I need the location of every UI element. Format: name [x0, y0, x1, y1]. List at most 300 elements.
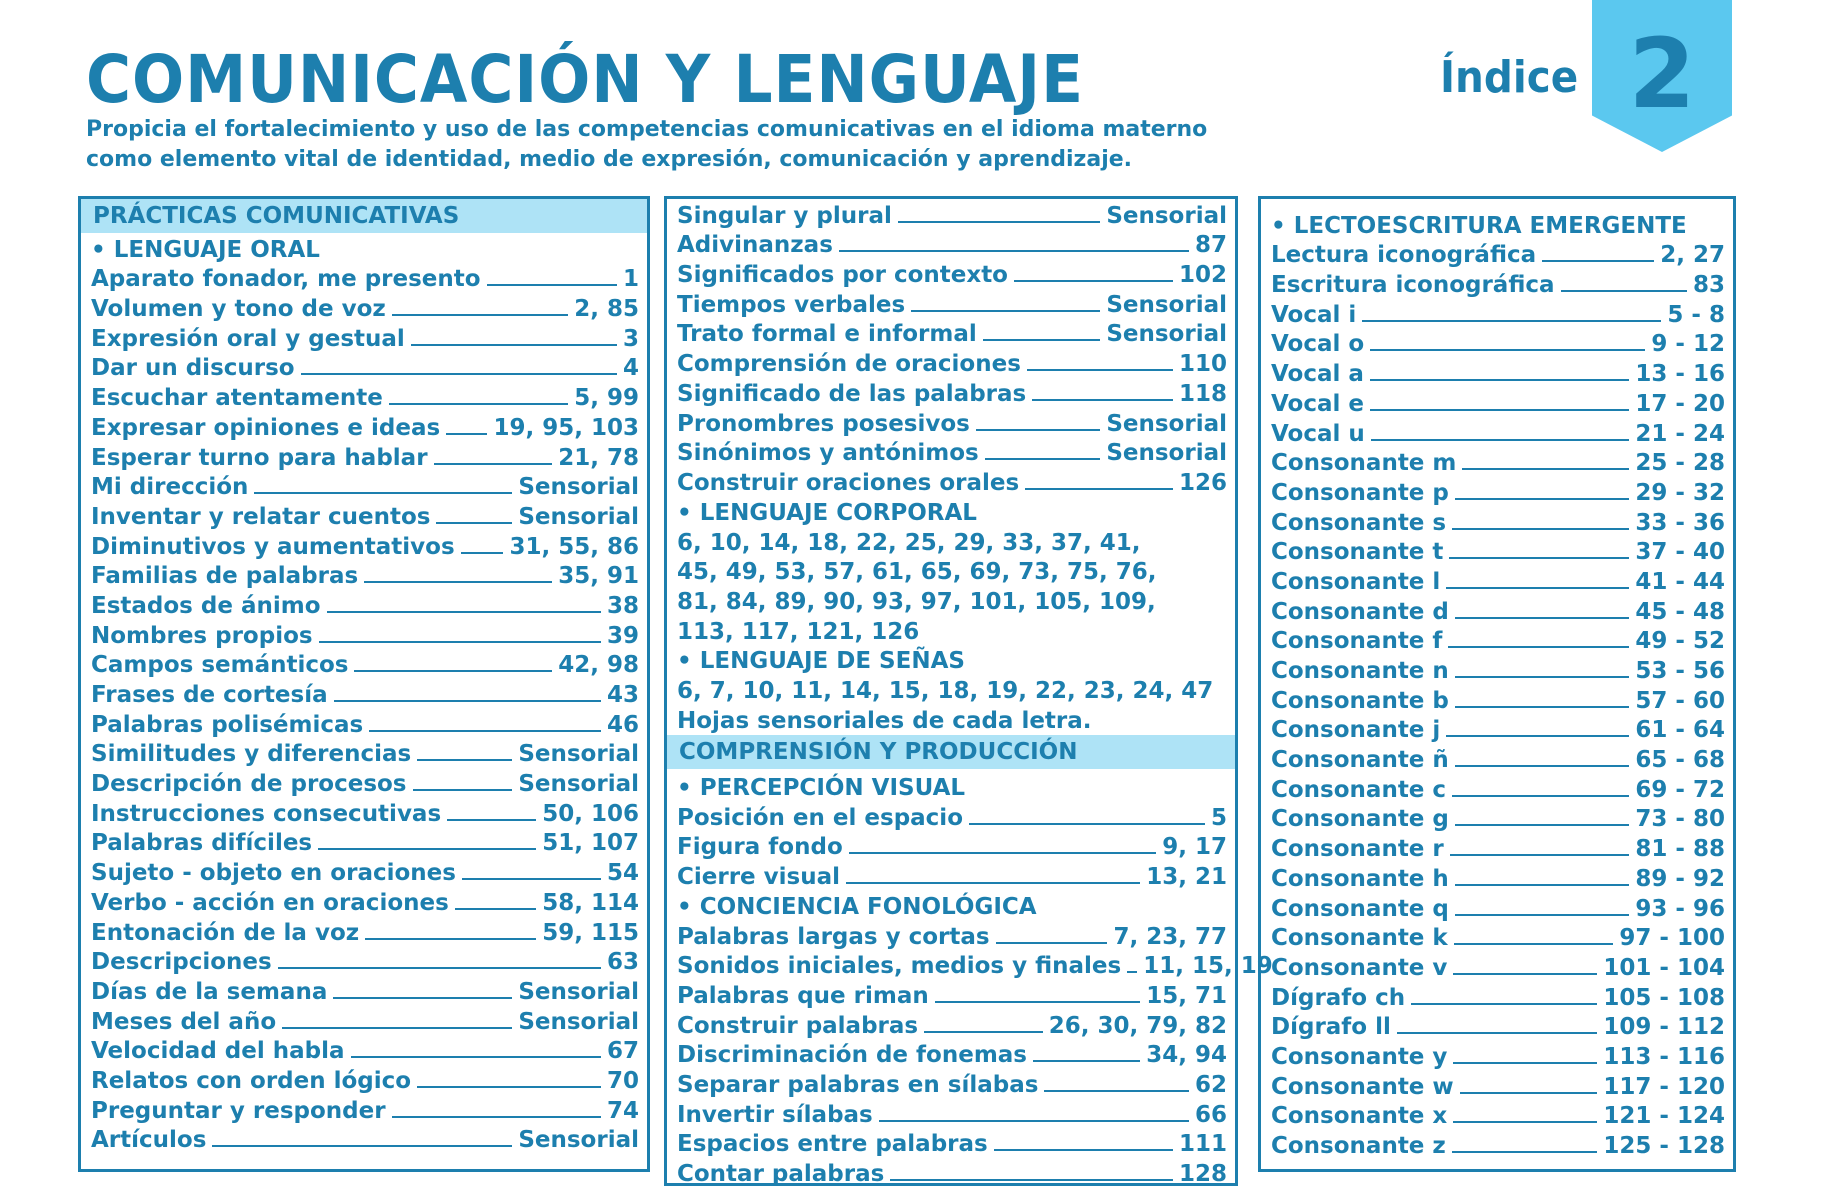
entry-page: 41 - 44 — [1635, 568, 1725, 595]
dot-leader — [1033, 1060, 1140, 1062]
index-entry — [91, 381, 639, 411]
entry-page: 62 — [1194, 1071, 1227, 1098]
dot-leader — [1014, 280, 1173, 282]
dot-leader — [1455, 706, 1630, 708]
dot-leader — [413, 789, 513, 791]
entry-label: Mi dirección — [91, 474, 249, 501]
entry-label: Significado de las palabras — [677, 380, 1027, 407]
entry-label: Significados por contexto — [677, 262, 1008, 289]
page-subtitle: Propicia el fortalecimiento y uso de las competencias comunicativas en el idioma materno como elemento vital de identidad, medio de expresión, comunicación y aprendizaje. — [86, 117, 1208, 172]
index-entry — [677, 801, 1227, 831]
index-entry — [91, 530, 639, 560]
entry-label: Expresión oral y gestual — [91, 325, 405, 352]
entry-label: Consonante q — [1271, 895, 1449, 922]
entry-label: Dar un discurso — [91, 355, 295, 382]
index-entry — [677, 831, 1227, 861]
entry-page: 125 - 128 — [1603, 1133, 1725, 1159]
index-entry — [677, 229, 1227, 259]
dot-leader — [1453, 1062, 1597, 1064]
index-entry — [91, 678, 639, 708]
entry-page: 50, 106 — [542, 800, 639, 827]
entry-page: Sensorial — [518, 771, 639, 798]
index-entry — [1271, 239, 1725, 269]
dot-leader — [924, 1031, 1043, 1033]
col2-list-bottom — [667, 771, 1273, 1187]
entry-page: 34, 94 — [1146, 1042, 1227, 1069]
entry-label: Relatos con orden lógico — [91, 1067, 412, 1094]
entry-label: Consonante j — [1271, 717, 1441, 744]
dot-leader — [1462, 468, 1629, 470]
entry-page: 113 - 116 — [1603, 1043, 1725, 1070]
entry-page: 81 - 88 — [1635, 836, 1725, 863]
entry-label: Expresar opiniones e ideas — [91, 414, 441, 441]
entry-label: Vocal e — [1271, 390, 1364, 417]
entry-page: Sensorial — [518, 1008, 639, 1035]
index-entry — [91, 263, 639, 293]
entry-page: 2, 27 — [1660, 242, 1725, 269]
entry-page: Sensorial — [518, 978, 639, 1005]
entry-page: 57 - 60 — [1635, 687, 1725, 714]
entry-page: 58, 114 — [542, 889, 639, 916]
dot-leader — [1370, 349, 1645, 351]
entry-page: 93 - 96 — [1635, 895, 1725, 922]
index-entry — [677, 199, 1227, 229]
entry-page: 59, 115 — [542, 919, 639, 946]
entry-page: 117 - 120 — [1603, 1073, 1725, 1100]
column-practicas — [78, 196, 650, 1172]
dot-leader — [334, 700, 601, 702]
dot-leader — [1370, 379, 1630, 381]
subheading-lenguaje-senas: • LENGUAJE DE SEÑAS — [677, 648, 965, 675]
dot-leader — [1455, 617, 1630, 619]
index-entry — [91, 619, 639, 649]
index-entry — [1271, 654, 1725, 684]
dot-leader — [1450, 854, 1630, 856]
index-entry — [91, 708, 639, 738]
index-entry — [91, 738, 639, 768]
index-entry — [1271, 1100, 1725, 1130]
entry-label: Adivinanzas — [677, 232, 833, 259]
index-entry — [1271, 684, 1725, 714]
section-heading-comprension: COMPRENSIÓN Y PRODUCCIÓN — [667, 735, 1235, 769]
index-entry — [677, 318, 1227, 348]
index-entry — [1271, 832, 1725, 862]
dot-leader — [436, 522, 512, 524]
index-entry — [677, 437, 1227, 467]
dot-leader — [1454, 943, 1614, 945]
dot-leader — [994, 1149, 1173, 1151]
dot-leader — [282, 1027, 512, 1029]
entry-label: Posición en el espacio — [677, 804, 963, 831]
dot-leader — [1127, 971, 1137, 973]
dot-leader — [447, 819, 536, 821]
entry-label: Consonante d — [1271, 598, 1449, 625]
entry-page: Sensorial — [518, 741, 639, 768]
entry-page: 38 — [606, 592, 639, 619]
entry-label: Palabras que riman — [677, 982, 929, 1009]
index-entry — [91, 975, 639, 1005]
index-entry — [677, 1009, 1227, 1039]
dot-leader — [1455, 914, 1630, 916]
entry-page: 2, 85 — [574, 296, 639, 323]
dot-leader — [455, 908, 536, 910]
dot-leader — [1561, 290, 1687, 292]
dot-leader — [354, 670, 552, 672]
entry-label: Consonante w — [1271, 1073, 1454, 1100]
dot-leader — [839, 250, 1189, 252]
dot-leader — [392, 1116, 601, 1118]
entry-page: 15, 71 — [1146, 982, 1227, 1009]
index-entry — [677, 1068, 1227, 1098]
dot-leader — [364, 581, 552, 583]
index-entry — [1271, 1129, 1725, 1159]
index-entry — [1271, 862, 1725, 892]
index-entry — [91, 886, 639, 916]
entry-label: Consonante h — [1271, 865, 1449, 892]
entry-label: Descripción de procesos — [91, 771, 407, 798]
column-middle — [664, 196, 1273, 1187]
dot-leader — [365, 938, 536, 940]
entry-page: 66 — [1194, 1101, 1227, 1128]
entry-label: Volumen y tono de voz — [91, 296, 386, 323]
index-entry — [91, 649, 639, 679]
indice-label: Índice — [1440, 52, 1579, 103]
index-entry — [1271, 803, 1725, 833]
dot-leader — [983, 339, 1101, 341]
dot-leader — [327, 611, 601, 613]
section-heading-practicas: PRÁCTICAS COMUNICATIVAS — [81, 199, 647, 233]
index-entry — [1271, 1070, 1725, 1100]
entry-label: Trato formal e informal — [677, 321, 977, 348]
subheading-percepcion-visual: • PERCEPCIÓN VISUAL — [677, 775, 966, 802]
entry-label: Pronombres posesivos — [677, 410, 970, 437]
page-list-line: 81, 84, 89, 90, 93, 97, 101, 105, 109, — [677, 588, 1156, 615]
col1-list — [81, 233, 647, 1153]
page-list-line: Hojas sensoriales de cada letra. — [677, 707, 1092, 734]
entry-label: Nombres propios — [91, 622, 313, 649]
entry-page: 46 — [606, 711, 639, 738]
entry-label: Vocal a — [1271, 361, 1364, 388]
dot-leader — [1455, 676, 1630, 678]
entry-label: Vocal u — [1271, 420, 1365, 447]
entry-page: 25 - 28 — [1635, 450, 1725, 477]
dot-leader — [1452, 1151, 1598, 1153]
index-entry — [1271, 922, 1725, 952]
entry-page: 70 — [606, 1067, 639, 1094]
dot-leader — [417, 759, 512, 761]
entry-label: Discriminación de fonemas — [677, 1042, 1027, 1069]
entry-label: Comprensión de oraciones — [677, 351, 1021, 378]
column-lectoescritura — [1258, 196, 1736, 1172]
dot-leader — [846, 882, 1140, 884]
entry-page: 51, 107 — [542, 830, 639, 857]
dot-leader — [461, 552, 504, 554]
dot-leader — [1370, 409, 1629, 411]
entry-page: 118 — [1178, 380, 1227, 407]
subheading-lenguaje-oral: • LENGUAJE ORAL — [91, 237, 320, 263]
indice-number: 2 — [1628, 18, 1696, 130]
entry-label: Consonante m — [1271, 450, 1457, 477]
dot-leader — [319, 641, 601, 643]
entry-page: 9, 17 — [1162, 834, 1227, 861]
entry-page: 13, 21 — [1146, 864, 1227, 891]
entry-label: Tiempos verbales — [677, 291, 906, 318]
entry-page: 126 — [1178, 469, 1227, 496]
index-entry — [91, 500, 639, 530]
dot-leader — [1025, 488, 1173, 490]
entry-label: Meses del año — [91, 1008, 277, 1035]
entry-page: 9 - 12 — [1651, 331, 1725, 358]
index-entry — [1271, 476, 1725, 506]
entry-label: Consonante k — [1271, 925, 1448, 952]
entry-page: 43 — [606, 682, 639, 708]
entry-label: Palabras largas y cortas — [677, 923, 990, 950]
entry-page: 45 - 48 — [1635, 598, 1725, 625]
entry-page: 69 - 72 — [1635, 776, 1725, 803]
index-entry — [91, 322, 639, 352]
dot-leader — [996, 942, 1108, 944]
dot-leader — [985, 458, 1101, 460]
entry-label: Consonante x — [1271, 1103, 1448, 1130]
dot-leader — [1371, 439, 1630, 441]
entry-label: Construir palabras — [677, 1012, 919, 1039]
entry-label: Consonante p — [1271, 479, 1449, 506]
entry-page: 74 — [606, 1097, 639, 1124]
entry-label: Consonante z — [1271, 1133, 1446, 1159]
entry-page: 21 - 24 — [1635, 420, 1725, 447]
entry-label: Separar palabras en sílabas — [677, 1071, 1039, 1098]
index-entry — [1271, 417, 1725, 447]
dot-leader — [1411, 1003, 1597, 1005]
index-entry — [91, 589, 639, 619]
index-entry — [91, 1005, 639, 1035]
index-entry — [91, 560, 639, 590]
entry-label: Aparato fonador, me presento — [91, 266, 481, 293]
entry-page: 17 - 20 — [1635, 390, 1725, 417]
index-entry — [677, 466, 1227, 496]
entry-page: 33 - 36 — [1635, 509, 1725, 536]
entry-page: 109 - 112 — [1603, 1014, 1725, 1041]
entry-page: 53 - 56 — [1635, 658, 1725, 684]
index-entry — [91, 292, 639, 322]
index-entry — [1271, 714, 1725, 744]
entry-page: 39 — [606, 622, 639, 649]
entry-label: Consonante n — [1271, 658, 1449, 684]
dot-leader — [333, 997, 512, 999]
index-entry — [1271, 268, 1725, 298]
index-entry — [1271, 565, 1725, 595]
entry-page: 49 - 52 — [1635, 628, 1725, 655]
entry-label: Dígrafo ll — [1271, 1014, 1391, 1041]
dot-leader — [1449, 557, 1629, 559]
dot-leader — [1452, 795, 1629, 797]
page-list-line: 6, 10, 14, 18, 22, 25, 29, 33, 37, 41, — [677, 529, 1141, 556]
dot-leader — [898, 221, 1100, 223]
entry-label: Contar palabras — [677, 1161, 885, 1187]
dot-leader — [1455, 884, 1630, 886]
dot-leader — [911, 310, 1100, 312]
index-entry — [1271, 625, 1725, 655]
entry-page: 102 — [1178, 262, 1227, 289]
dot-leader — [462, 878, 601, 880]
entry-page: 35, 91 — [558, 563, 639, 590]
index-entry — [677, 377, 1227, 407]
entry-label: Lectura iconográfica — [1271, 242, 1537, 269]
index-entry — [677, 860, 1227, 890]
index-entry — [677, 920, 1227, 950]
page-list-line: 45, 49, 53, 57, 61, 65, 69, 73, 75, 76, — [677, 559, 1157, 586]
entry-page: 19, 95, 103 — [493, 414, 639, 441]
entry-page: 105 - 108 — [1603, 984, 1725, 1011]
entry-page: Sensorial — [1106, 202, 1227, 229]
index-entry — [677, 950, 1273, 980]
index-entry — [91, 916, 639, 946]
dot-leader — [1453, 1121, 1597, 1123]
entry-label: Consonante v — [1271, 954, 1448, 981]
index-entry — [91, 1124, 639, 1154]
index-entry — [91, 471, 639, 501]
index-entry — [677, 1098, 1227, 1128]
entry-label: Sonidos iniciales, medios y finales — [677, 953, 1122, 980]
entry-page: 121 - 124 — [1603, 1103, 1725, 1130]
index-entry — [677, 1039, 1227, 1069]
entry-label: Campos semánticos — [91, 652, 349, 679]
entry-label: Dígrafo ch — [1271, 984, 1406, 1011]
index-entry — [1271, 536, 1725, 566]
dot-leader — [1455, 498, 1630, 500]
entry-page: 54 — [606, 860, 639, 887]
dot-leader — [1446, 735, 1629, 737]
entry-label: Construir oraciones orales — [677, 469, 1020, 496]
dot-leader — [1446, 587, 1629, 589]
entry-page: 4 — [622, 355, 639, 382]
entry-page: 5 — [1210, 804, 1227, 831]
entry-label: Consonante c — [1271, 776, 1447, 803]
dot-leader — [278, 967, 601, 969]
dot-leader — [301, 373, 617, 375]
entry-label: Consonante s — [1271, 509, 1447, 536]
entry-page: 5, 99 — [574, 385, 639, 412]
index-entry — [677, 1157, 1227, 1187]
index-entry — [1271, 328, 1725, 358]
entry-label: Consonante r — [1271, 836, 1444, 863]
entry-page: 87 — [1194, 232, 1227, 259]
index-entry — [91, 411, 639, 441]
dot-leader — [1455, 824, 1630, 826]
index-entry — [677, 407, 1227, 437]
entry-label: Instrucciones consecutivas — [91, 800, 442, 827]
entry-page: 111 — [1178, 1131, 1227, 1158]
index-entry — [1271, 892, 1725, 922]
dot-leader — [890, 1179, 1173, 1181]
dot-leader — [1027, 369, 1173, 371]
entry-label: Frases de cortesía — [91, 682, 328, 708]
entry-label: Consonante b — [1271, 687, 1449, 714]
entry-page: 42, 98 — [558, 652, 639, 679]
index-entry — [1271, 506, 1725, 536]
entry-label: Esperar turno para hablar — [91, 444, 428, 471]
entry-page: 61 - 64 — [1635, 717, 1725, 744]
index-entry — [91, 441, 639, 471]
dot-leader — [879, 1120, 1189, 1122]
entry-page: 11, 15, 19 — [1143, 953, 1273, 980]
dot-leader — [1032, 399, 1173, 401]
dot-leader — [369, 730, 601, 732]
entry-page: 89 - 92 — [1635, 865, 1725, 892]
entry-label: Vocal o — [1271, 331, 1365, 358]
entry-label: Descripciones — [91, 949, 272, 976]
entry-page: 26, 30, 79, 82 — [1048, 1012, 1227, 1039]
dot-leader — [254, 492, 512, 494]
entry-page: 63 — [606, 949, 639, 976]
entry-page: 128 — [1178, 1161, 1227, 1187]
entry-label: Singular y plural — [677, 202, 892, 229]
entry-page: Sensorial — [1106, 321, 1227, 348]
entry-page: 97 - 100 — [1619, 925, 1725, 952]
dot-leader — [1452, 528, 1629, 530]
index-entry — [91, 767, 639, 797]
index-entry — [1271, 773, 1725, 803]
entry-label: Estados de ánimo — [91, 592, 321, 619]
entry-label: Verbo - acción en oraciones — [91, 889, 449, 916]
dot-leader — [389, 403, 568, 405]
index-entry — [91, 946, 639, 976]
entry-label: Preguntar y responder — [91, 1097, 386, 1124]
dot-leader — [351, 1056, 601, 1058]
entry-label: Artículos — [91, 1127, 207, 1154]
dot-leader — [1453, 973, 1597, 975]
entry-page: 83 — [1692, 272, 1725, 299]
dot-leader — [976, 429, 1100, 431]
col3-list — [1261, 199, 1733, 1159]
index-entry — [1271, 447, 1725, 477]
subheading-lenguaje-corporal: • LENGUAJE CORPORAL — [677, 499, 977, 526]
dot-leader — [392, 314, 568, 316]
entry-label: Sujeto - objeto en oraciones — [91, 860, 456, 887]
index-entry — [91, 1035, 639, 1065]
index-entry — [91, 1094, 639, 1124]
index-entry — [91, 352, 639, 382]
page-list-line: 113, 117, 121, 126 — [677, 618, 920, 645]
entry-label: Consonante l — [1271, 568, 1441, 595]
dot-leader — [1455, 765, 1630, 767]
dot-leader — [1542, 260, 1654, 262]
entry-page: 3 — [622, 325, 639, 352]
entry-label: Escritura iconográfica — [1271, 272, 1555, 299]
subheading-lectoescritura: • LECTOESCRITURA EMERGENTE — [1271, 213, 1687, 239]
dot-leader — [1397, 1032, 1598, 1034]
entry-page: 110 — [1178, 351, 1227, 378]
entry-label: Diminutivos y aumentativos — [91, 533, 455, 560]
entry-page: 73 - 80 — [1635, 806, 1725, 833]
entry-page: Sensorial — [1106, 410, 1227, 437]
index-entry — [91, 856, 639, 886]
entry-page: 29 - 32 — [1635, 479, 1725, 506]
entry-page: 101 - 104 — [1603, 954, 1725, 981]
entry-label: Palabras polisémicas — [91, 711, 364, 738]
entry-label: Consonante g — [1271, 806, 1449, 833]
page-title: COMUNICACIÓN Y LENGUAJE — [86, 41, 1084, 118]
entry-page: Sensorial — [518, 474, 639, 501]
entry-label: Invertir sílabas — [677, 1101, 873, 1128]
index-entry — [1271, 1040, 1725, 1070]
entry-label: Palabras difíciles — [91, 830, 313, 857]
index-entry — [91, 1064, 639, 1094]
dot-leader — [849, 852, 1156, 854]
index-entry — [677, 1128, 1227, 1158]
col2-list-top — [667, 199, 1235, 733]
entry-label: Consonante y — [1271, 1043, 1448, 1070]
